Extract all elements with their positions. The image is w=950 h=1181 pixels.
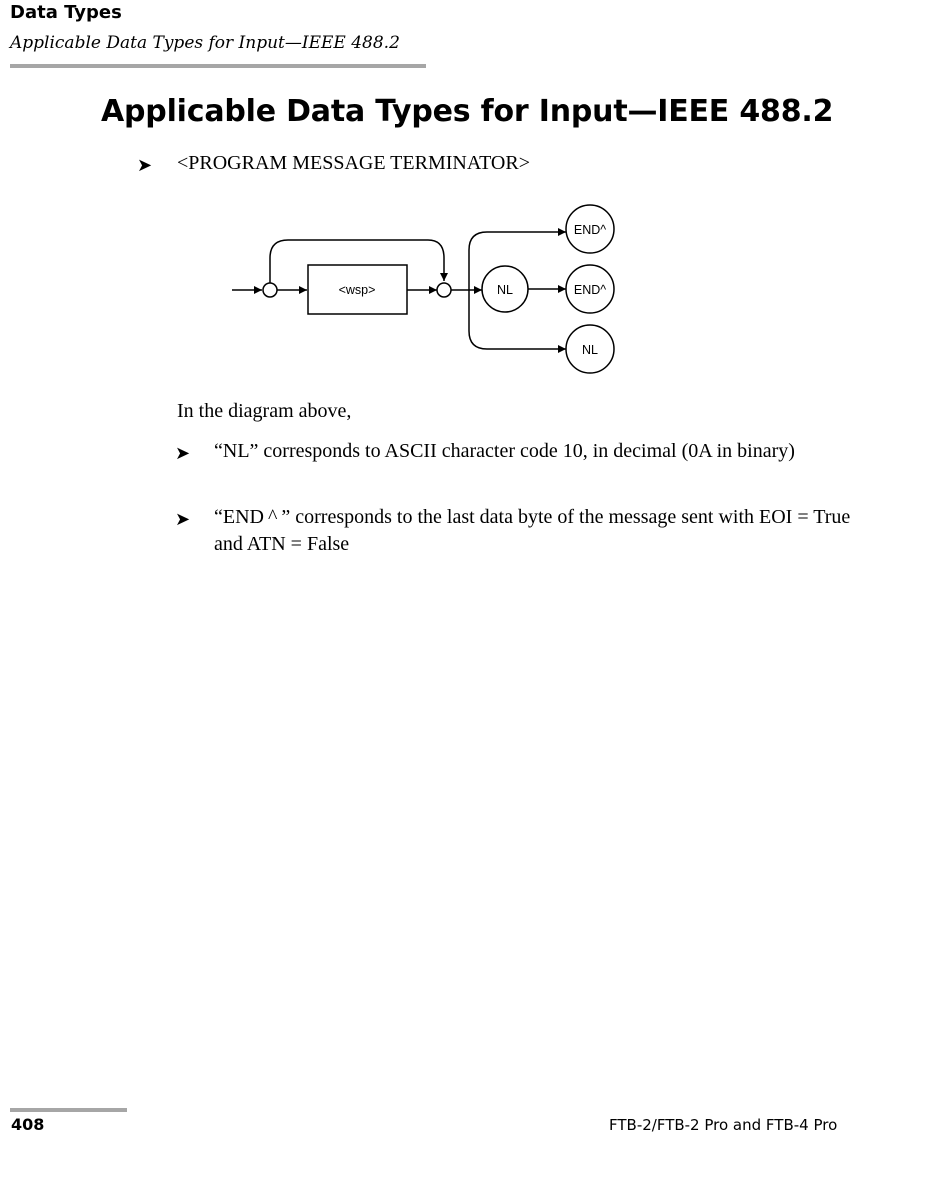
footer-product-name: FTB-2/FTB-2 Pro and FTB-4 Pro bbox=[609, 1116, 838, 1134]
junction-1 bbox=[263, 283, 277, 297]
junction-2 bbox=[437, 283, 451, 297]
header-rule bbox=[10, 64, 426, 68]
bullet-arrow-icon: ➤ bbox=[137, 155, 153, 176]
syntax-diagram bbox=[228, 200, 628, 385]
bullet-arrow-icon: ➤ bbox=[175, 443, 191, 464]
running-header-subtitle: Applicable Data Types for Input—IEEE 488.2 bbox=[10, 33, 400, 53]
intro-text: In the diagram above, bbox=[177, 400, 352, 422]
footer-rule bbox=[10, 1108, 127, 1112]
nl-label-middle: NL bbox=[497, 283, 513, 297]
page-title: Applicable Data Types for Input—IEEE 488.2 bbox=[101, 94, 834, 129]
nl-label-bottom: NL bbox=[582, 343, 598, 357]
bullet-nl-description: “NL” corresponds to ASCII character code 10, in decimal (0A in binary) bbox=[214, 440, 795, 462]
bypass-loop bbox=[270, 240, 444, 283]
end-label-middle: END^ bbox=[573, 283, 607, 297]
end-label-top: END^ bbox=[573, 223, 607, 237]
bullet-arrow-icon: ➤ bbox=[175, 509, 191, 530]
page-number: 408 bbox=[11, 1115, 45, 1134]
bullet-end-description: “END ^ ” corresponds to the last data byte of the message sent with EOI = True and ATN = False bbox=[214, 506, 851, 555]
item-label: <PROGRAM MESSAGE TERMINATOR> bbox=[177, 152, 530, 174]
running-header-title: Data Types bbox=[10, 2, 122, 23]
wsp-label: <wsp> bbox=[338, 283, 376, 297]
